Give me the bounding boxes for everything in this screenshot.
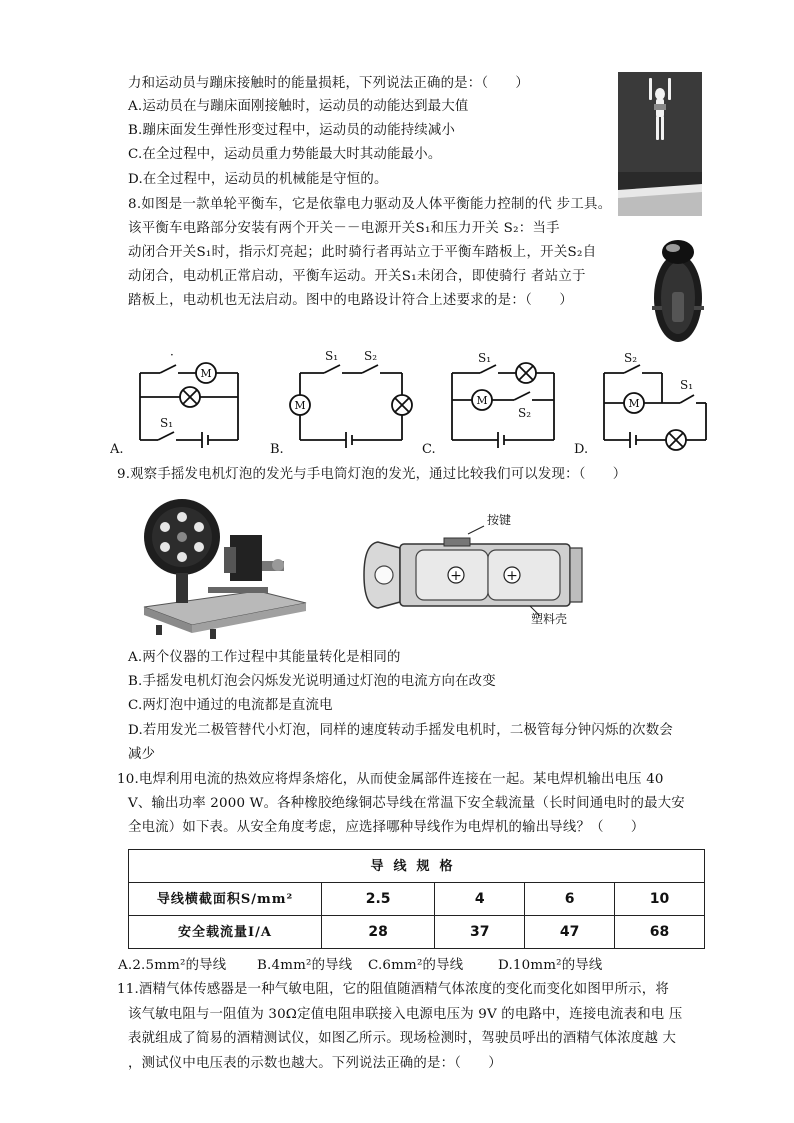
q8-line-1: 8.如图是一款单轮平衡车，它是依靠电力驱动及人体平衡能力控制的代 步工具。 bbox=[128, 197, 612, 212]
flashlight-diagram bbox=[360, 520, 610, 630]
flashlight-shell-label: 塑料壳 bbox=[531, 612, 568, 626]
table-title: 导线规格 bbox=[129, 850, 705, 883]
table-cell: 47 bbox=[525, 916, 615, 949]
table-cell: 28 bbox=[322, 916, 435, 949]
q10-line-2: V、输出功率 2000 W。各种橡胶绝缘铜芯导线在常温下安全载流量（长时间通电时的最大安 bbox=[128, 796, 685, 811]
table-row bbox=[129, 883, 705, 916]
svg-text:+: + bbox=[506, 568, 518, 584]
q9-option-d-cont: 减少 bbox=[128, 747, 156, 762]
q10-option-c: C.6mm²的导线 bbox=[368, 958, 464, 973]
table-cell: 4 bbox=[435, 883, 525, 916]
switch-label-b-s1: S₁ bbox=[325, 349, 339, 363]
option-label-c: C. bbox=[422, 442, 436, 457]
q10-option-a: A.2.5mm²的导线 bbox=[118, 958, 227, 973]
motor-label-b: M bbox=[294, 399, 306, 412]
wire-spec-table bbox=[128, 849, 705, 949]
motor-label-d: M bbox=[628, 397, 640, 410]
svg-text:+: + bbox=[450, 568, 462, 584]
switch-label-a-s1: S₁ bbox=[160, 416, 174, 430]
q11-line-2: 该气敏电阻与一阻值为 30Ω定值电阻串联接入电源电压为 9V 的电路中，连接电流表和电 压 bbox=[128, 1007, 683, 1022]
generator-photo bbox=[138, 495, 310, 640]
q7-option-a: A.运动员在与蹦床面刚接触时，运动员的动能达到最大值 bbox=[128, 99, 469, 114]
option-label-a: A. bbox=[110, 442, 124, 457]
q10-line-1: 10.电焊利用电流的热效应将焊条熔化，从而使金属部件连接在一起。某电焊机输出电压 40 bbox=[117, 772, 664, 787]
option-label-b: B. bbox=[270, 442, 284, 457]
table-cell: 37 bbox=[435, 916, 525, 949]
switch-label-a-top: · bbox=[170, 348, 174, 362]
q7-option-b: B.蹦床面发生弹性形变过程中，运动员的动能持续减小 bbox=[128, 123, 456, 138]
option-label-d: D. bbox=[574, 442, 589, 457]
switch-label-b-s2: S₂ bbox=[364, 349, 378, 363]
circuit-a bbox=[140, 363, 238, 448]
switch-label-d-s1: S₁ bbox=[680, 378, 694, 392]
q8-line-5: 踏板上，电动机也无法启动。图中的电路设计符合上述要求的是：（ ） bbox=[128, 293, 574, 308]
q11-line-3: 表就组成了简易的酒精测试仪，如图乙所示。现场检测时，驾驶员呼出的酒精气体浓度越 大 bbox=[128, 1031, 677, 1046]
switch-label-c-s1: S₁ bbox=[478, 351, 492, 365]
q8-line-2: 该平衡车电路部分安装有两个开关－－电源开关S₁和压力开关 S₂：当手 bbox=[128, 221, 560, 236]
q7-stem-end: 力和运动员与蹦床接触时的能量损耗，下列说法正确的是：（ ） bbox=[128, 76, 530, 91]
table-cell: 68 bbox=[615, 916, 705, 949]
table-cell: 10 bbox=[615, 883, 705, 916]
q8-line-4: 动闭合，电动机正常启动，平衡车运动。开关S₁未闭合，即使骑行 者站立于 bbox=[128, 269, 586, 284]
q9-option-a: A.两个仪器的工作过程中其能量转化是相同的 bbox=[128, 650, 401, 665]
circuit-c bbox=[452, 363, 554, 448]
trampoline-photo bbox=[618, 72, 702, 216]
circuit-b bbox=[290, 365, 412, 448]
q7-option-c: C.在全过程中，运动员重力势能最大时其动能最小。 bbox=[128, 147, 442, 162]
motor-label-a: M bbox=[200, 367, 212, 380]
circuit-diagrams bbox=[110, 345, 720, 460]
table-row bbox=[129, 916, 705, 949]
q11-line-1: 11.酒精气体传感器是一种气敏电阻，它的阻值随酒精气体浓度的变化而变化如图甲所示，将 bbox=[117, 982, 669, 997]
q9-option-d: D.若用发光二极管替代小灯泡，同样的速度转动手摇发电机时，二极管每分钟闪烁的次数会 bbox=[128, 723, 673, 738]
unicycle-photo bbox=[652, 232, 704, 344]
q7-option-d: D.在全过程中，运动员的机械能是守恒的。 bbox=[128, 172, 388, 187]
q9-stem: 9.观察手摇发电机灯泡的发光与手电筒灯泡的发光，通过比较我们可以发现：（ ） bbox=[117, 467, 627, 482]
switch-label-d-s2: S₂ bbox=[624, 351, 638, 365]
flashlight-button-label: 按键 bbox=[487, 513, 512, 527]
table-cell: 2.5 bbox=[322, 883, 435, 916]
q10-option-b: B.4mm²的导线 bbox=[257, 958, 353, 973]
row-header-current: 安全载流量I/A bbox=[129, 916, 322, 949]
q9-option-b: B.手摇发电机灯泡会闪烁发光说明通过灯泡的电流方向在改变 bbox=[128, 674, 496, 689]
q11-line-4: ，测试仪中电压表的示数也越大。下列说法正确的是：（ ） bbox=[128, 1056, 502, 1071]
q10-line-3: 全电流）如下表。从安全角度考虑，应选择哪种导线作为电焊机的输出导线？（ ） bbox=[128, 820, 645, 835]
switch-label-c-s2: S₂ bbox=[518, 406, 532, 420]
row-header-area: 导线横截面积S/mm² bbox=[129, 883, 322, 916]
q9-option-c: C.两灯泡中通过的电流都是直流电 bbox=[128, 698, 333, 713]
q10-option-d: D.10mm²的导线 bbox=[498, 958, 603, 973]
motor-label-c: M bbox=[476, 394, 488, 407]
q8-line-3: 动闭合开关S₁时，指示灯亮起；此时骑行者再站立于平衡车踏板上，开关S₂自 bbox=[128, 245, 597, 260]
table-cell: 6 bbox=[525, 883, 615, 916]
